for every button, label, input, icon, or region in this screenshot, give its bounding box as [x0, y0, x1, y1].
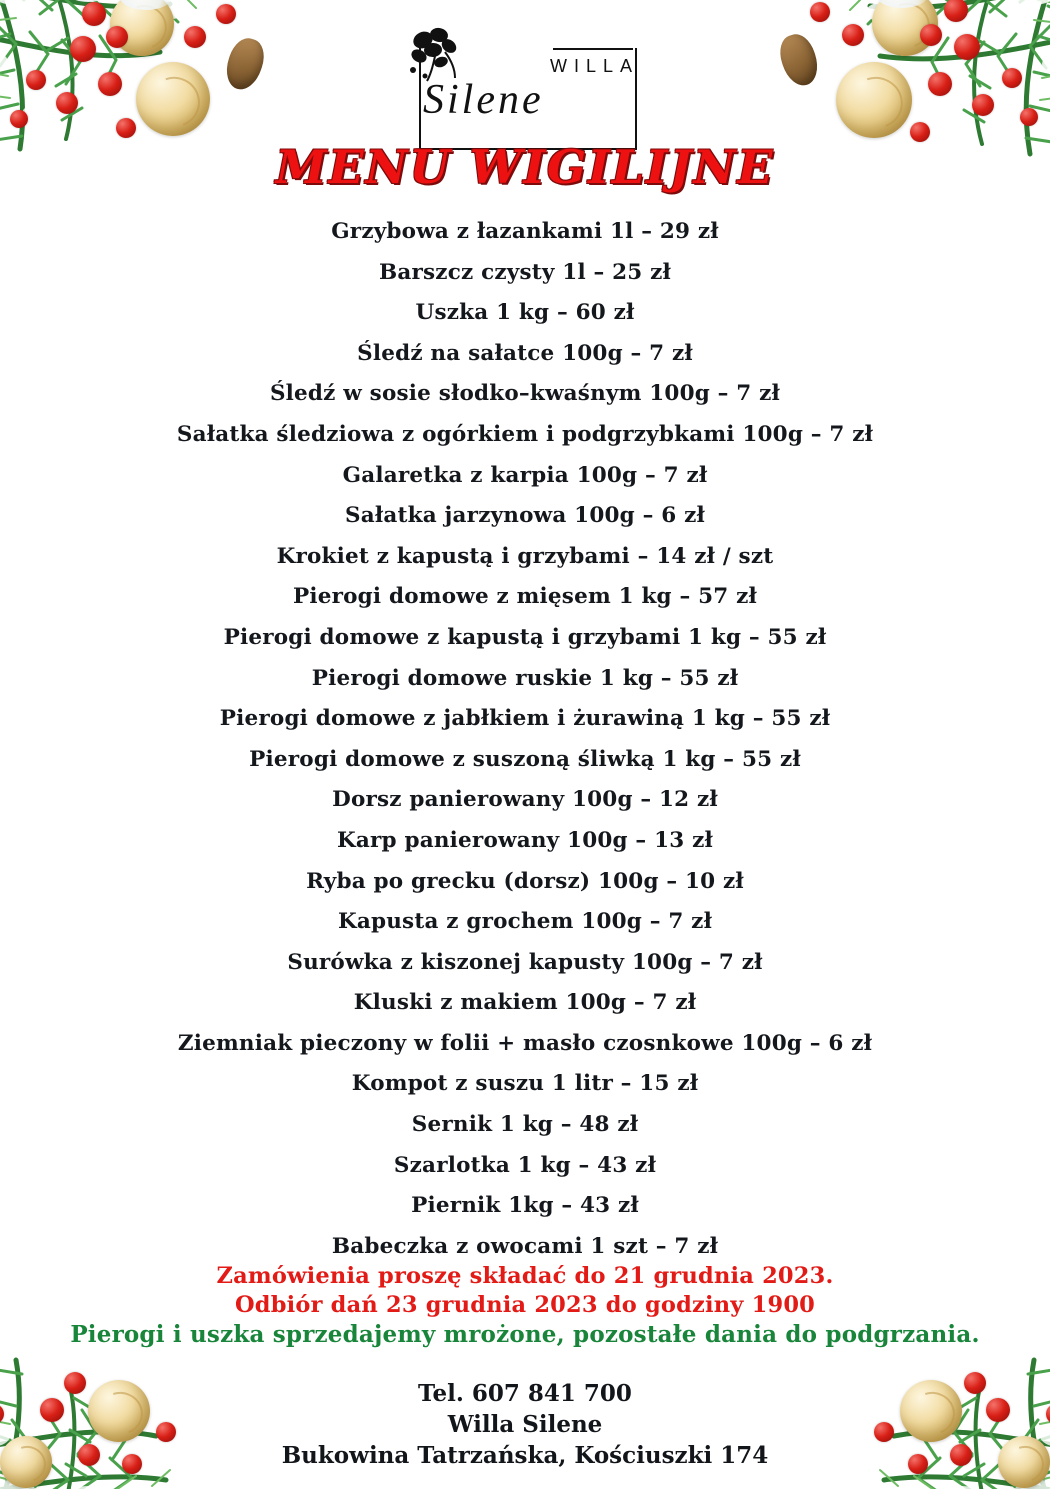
menu-item: Karp panierowany 100g – 13 zł	[337, 827, 713, 853]
menu-item: Sernik 1 kg – 48 zł	[411, 1112, 639, 1138]
logo-brand-name: Silene	[423, 77, 544, 123]
gold-ornament-icon	[136, 62, 210, 136]
menu-item: Piernik 1kg – 43 zł	[411, 1193, 639, 1219]
venue-name: Willa Silene	[447, 1411, 603, 1438]
menu-list	[0, 212, 1050, 1267]
menu-item: Sałatka jarzynowa 100g – 6 zł	[345, 503, 705, 529]
menu-item: Kluski z makiem 100g – 7 zł	[353, 990, 697, 1016]
menu-item: Szarlotka 1 kg – 43 zł	[393, 1152, 657, 1178]
menu-item: Ryba po grecku (dorsz) 100g – 10 zł	[306, 868, 744, 894]
notes-block	[0, 1262, 1050, 1349]
menu-item: Pierogi domowe z mięsem 1 kg – 57 zł	[293, 584, 757, 610]
menu-item: Śledź w sosie słodko–kwaśnym 100g – 7 zł	[269, 381, 781, 407]
logo-frame-top	[553, 48, 633, 50]
menu-item: Pierogi domowe ruskie 1 kg – 55 zł	[311, 665, 739, 691]
menu-item: Pierogi domowe z jabłkiem i żurawiną 1 kg – 55 zł	[219, 706, 831, 732]
menu-item: Kompot z suszu 1 litr – 15 zł	[351, 1071, 699, 1097]
menu-item: Babeczka z owocami 1 szt – 7 zł	[331, 1233, 719, 1259]
gold-ornament-icon	[110, 0, 174, 56]
page-title: MENU WIGILIJNE	[275, 140, 775, 194]
menu-item: Grzybowa z łazankami 1l – 29 zł	[331, 219, 719, 244]
menu-item: Sałatka śledziowa z ogórkiem i podgrzybkami 100g – 7 zł	[176, 421, 874, 447]
menu-item: Ziemniak pieczony w folii + masło czosnkowe 100g – 6 zł	[177, 1030, 873, 1056]
pine-cone-icon	[221, 34, 269, 94]
menu-item: Uszka 1 kg – 60 zł	[415, 300, 635, 326]
address: Bukowina Tatrzańska, Kościuszki 174	[281, 1442, 769, 1469]
gold-ornament-icon	[836, 62, 912, 138]
menu-item: Krokiet z kapustą i grzybami – 14 zł / szt	[276, 543, 774, 569]
order-deadline-note: Zamówienia proszę składać do 21 grudnia 2023.	[216, 1263, 834, 1289]
gold-ornament-icon	[872, 0, 938, 56]
menu-item: Dorsz panierowany 100g – 12 zł	[332, 787, 718, 813]
menu-item: Surówka z kiszonej kapusty 100g – 7 zł	[287, 949, 763, 975]
pine-cone-icon	[775, 30, 823, 90]
menu-item: Kapusta z grochem 100g – 7 zł	[337, 909, 713, 935]
footer	[0, 1378, 1050, 1471]
pickup-note: Odbiór dań 23 grudnia 2023 do godziny 1900	[234, 1292, 816, 1318]
menu-item: Pierogi domowe z suszoną śliwką 1 kg – 55 zł	[249, 746, 801, 772]
menu-item: Pierogi domowe z kapustą i grzybami 1 kg – 55 zł	[223, 624, 827, 650]
menu-item: Śledź na sałatce 100g – 7 zł	[357, 340, 693, 366]
menu-item: Galaretka z karpia 100g – 7 zł	[342, 462, 708, 488]
frozen-info-note: Pierogi i uszka sprzedajemy mrożone, pozostałe dania do podgrzania.	[70, 1321, 980, 1348]
phone-number: Tel. 607 841 700	[418, 1380, 632, 1407]
logo-brand-top: WILLA	[549, 56, 639, 76]
menu-item: Barszcz czysty 1l – 25 zł	[378, 259, 672, 285]
